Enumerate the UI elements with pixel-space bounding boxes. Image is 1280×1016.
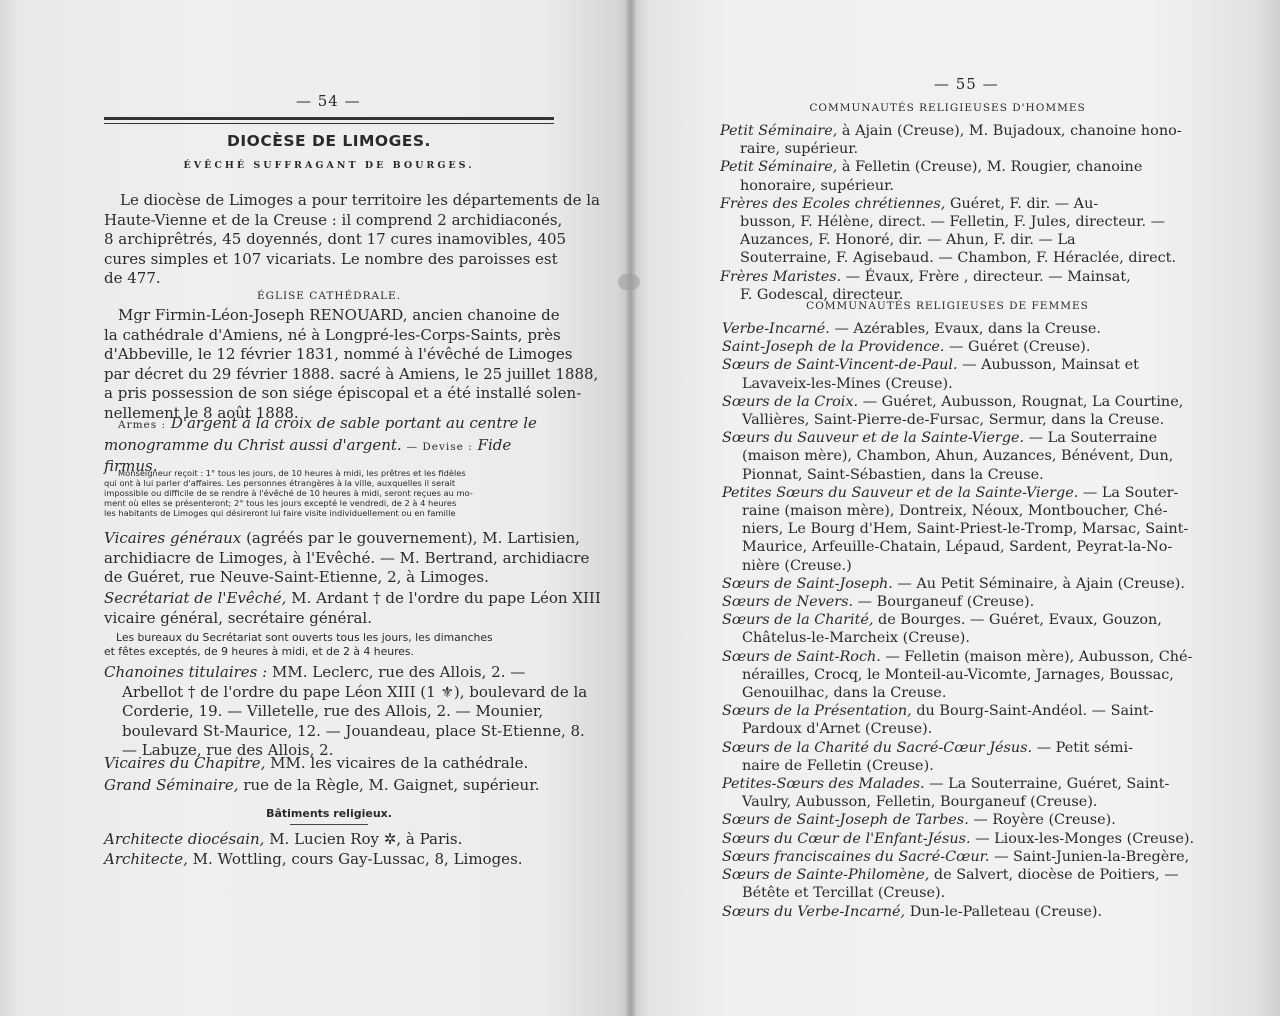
bishop-line: nellement le 8 août 1888. (104, 403, 299, 422)
femmes-heading: COMMUNAUTÉS RELIGIEUSES DE FEMMES (806, 300, 1089, 312)
community-first-line (722, 648, 1193, 666)
community-locations: — Saint-Junien-la-Bregère, (994, 848, 1190, 865)
intro-line: Haute-Vienne et de la Creuse : il comprend 2 archidiaconés, (104, 210, 563, 229)
community-continuation-line: busson, F. Hélène, direct. — Felletin, F. Jules, directeur. — (740, 214, 1165, 231)
community-locations: — Au Petit Séminaire, à Ajain (Creuse). (897, 575, 1185, 592)
community-entry (720, 195, 1176, 268)
community-entry (722, 739, 1184, 775)
community-entry (722, 429, 1184, 484)
community-first-line (722, 830, 1195, 848)
community-continuation-line: (maison mère), Chambon, Ahun, Auzances, Bénévent, Dun, (742, 448, 1174, 465)
community-first-line (720, 122, 1182, 140)
community-locations: — La Souter- (1082, 484, 1179, 501)
bishop-line: la cathédrale d'Amiens, né à Longpré-les-Corps-Saints, près (104, 325, 561, 344)
community-locations: — Lioux-les-Monges (Creuse). (975, 830, 1195, 847)
bishop-line: Mgr Firmin-Léon-Joseph RENOUARD, ancien chanoine de (118, 306, 560, 324)
community-name: Sœurs du Sauveur et de la Sainte-Vierge. (722, 430, 1025, 447)
community-first-line (720, 268, 1176, 286)
community-name: Sœurs du Verbe-Incarné, (722, 903, 906, 920)
note-line: ment où elles se présenteront; 2° tous les jours excepté le vendredi, de 2 à 4 heures (104, 498, 457, 508)
community-continuation-line: raire, supérieur. (740, 141, 859, 158)
community-locations: — La Souterraine (1028, 430, 1158, 447)
community-locations: du Bourg-Saint-Andéol. — Saint- (916, 703, 1154, 720)
community-first-line (720, 158, 1176, 176)
devise-text: Fide (477, 435, 512, 454)
bishop-line: a pris possession de son siége épiscopal et a été installé solen- (104, 384, 582, 403)
community-name: Sœurs franciscaines du Sacré-Cœur. (722, 848, 990, 865)
community-locations: Guéret, F. dir. — Au- (949, 195, 1099, 212)
bureaux-line: et fêtes exceptés, de 9 heures à midi, et de 2 à 4 heures. (104, 645, 414, 658)
community-name: Sœurs de Saint-Roch. (722, 648, 881, 665)
hommes-list (720, 122, 1182, 304)
chanoines-line: — Labuze, rue des Allois, 2. (122, 741, 334, 760)
vicaires-line: (agréés par le gouvernement), M. Lartisien, (246, 529, 580, 547)
bishop-line: d'Abbeville, le 12 février 1831, nommé à l'évêché de Limoges (104, 345, 573, 364)
community-first-line (722, 338, 1184, 356)
community-continuation-line: nérailles, Crocq, le Monteil-au-Vicomte, Jarnages, Boussac, (742, 666, 1174, 683)
note-line: les habitants de Limoges qui désireront lui faire visite individuellement ou en famille (104, 508, 456, 518)
community-locations: — Bourganeuf (Creuse). (857, 594, 1035, 611)
chanoines-paragraph (104, 663, 588, 761)
intro-paragraph (104, 191, 600, 289)
bureaux-note (104, 631, 556, 659)
community-first-line (722, 593, 1184, 611)
community-locations: — Aubusson, Mainsat et (962, 357, 1139, 374)
intro-line: 8 archiprêtrés, 45 doyennés, dont 17 cures inamovibles, 405 (104, 230, 567, 249)
community-continuation-line: F. Godescal, directeur. (740, 286, 904, 303)
community-entry (722, 775, 1184, 811)
community-name: Petites Sœurs du Sauveur et de la Sainte-Vierge. (722, 484, 1079, 501)
community-locations: — Petit sémi- (1036, 739, 1133, 756)
community-entry (722, 593, 1184, 611)
community-entry (722, 338, 1184, 356)
community-locations: — Royère (Creuse). (973, 812, 1116, 829)
note-line: Monseigneur reçoit : 1° tous les jours, de 10 heures à midi, les prêtres et les fidèles (118, 468, 466, 478)
community-locations: de Bourges. — Guéret, Evaux, Gouzon, (878, 612, 1162, 629)
community-locations: — Guéret, Aubusson, Rougnat, La Courtine, (862, 393, 1184, 410)
architecte-diocesain-text: M. Lucien Roy ✲, à Paris. (269, 830, 463, 848)
intro-line: cures simples et 107 vicariats. Le nombre des paroisses est (104, 249, 558, 268)
community-first-line (722, 429, 1184, 447)
community-entry (722, 903, 1184, 921)
community-entry (722, 356, 1184, 392)
chanoines-label: Chanoines titulaires : (104, 663, 268, 681)
community-continuation-line: nière (Creuse.) (742, 557, 852, 574)
vicaires-chapitre-text: MM. les vicaires de la cathédrale. (270, 754, 529, 772)
community-entry (722, 484, 1189, 575)
community-name: Sœurs de la Croix. (722, 393, 859, 410)
community-continuation-line: Auzances, F. Honoré, dir. — Ahun, F. dir. — La (740, 232, 1076, 249)
chanoines-line: boulevard St-Maurice, 12. — Jouandeau, place St-Etienne, 8. (122, 721, 585, 740)
community-continuation-line: Vaulry, Aubusson, Felletin, Bourganeuf (Creuse). (742, 794, 1098, 811)
bishop-paragraph (104, 306, 599, 424)
batiments-heading: Bâtiments religieux. (266, 807, 392, 820)
community-name: Sœurs de Saint-Joseph de Tarbes. (722, 812, 969, 829)
community-continuation-line: niers, Le Bourg d'Hem, Saint-Priest-le-Tromp, Marsac, Saint- (742, 521, 1189, 538)
vicaires-label: Vicaires généraux (104, 529, 242, 547)
armes-line: monogramme du Christ aussi d'argent. (104, 435, 402, 454)
community-name: Frères Maristes. (720, 268, 842, 285)
community-name: Petites-Sœurs des Malades. (722, 776, 925, 793)
community-first-line (722, 848, 1190, 866)
community-locations: Dun-le-Palleteau (Creuse). (909, 903, 1103, 920)
community-name: Sœurs du Cœur de l'Enfant-Jésus. (722, 830, 971, 847)
cathedral-heading: ÉGLISE CATHÉDRALE. (256, 290, 402, 302)
community-first-line (722, 320, 1184, 338)
diocese-subtitle: ÉVÊCHÉ SUFFRAGANT DE BOURGES. (183, 160, 475, 171)
chanoines-line: Corderie, 19. — Villetelle, rue des Allois, 2. — Mounier, (122, 702, 544, 721)
community-first-line (722, 575, 1184, 593)
community-name: Sœurs de Sainte-Philomène, (722, 867, 930, 884)
community-entry (722, 393, 1184, 429)
community-first-line (722, 811, 1184, 829)
hommes-heading: COMMUNAUTÉS RELIGIEUSES D'HOMMES (809, 102, 1086, 114)
community-name: Sœurs de Nevers. (722, 594, 854, 611)
community-locations: — La Souterraine, Guéret, Saint- (929, 776, 1170, 793)
community-locations: — Felletin (maison mère), Aubusson, Ché- (885, 648, 1193, 665)
community-name: Sœurs de la Charité du Sacré-Cœur Jésus. (722, 739, 1033, 756)
community-first-line (722, 775, 1184, 793)
note-line: qui ont à lui parler d'affaires. Les personnes étrangères à la ville, auxquelles il serait (104, 478, 456, 488)
vicaires-generaux-paragraph (104, 529, 590, 588)
community-entry (722, 811, 1184, 829)
community-locations: — Azérables, Evaux, dans la Creuse. (834, 321, 1101, 337)
armes-line: firmus. (104, 457, 158, 476)
community-entry (722, 702, 1184, 738)
vicaires-chapitre-label: Vicaires du Chapitre, (104, 754, 266, 772)
book-gutter (626, 0, 636, 1016)
community-first-line (722, 903, 1184, 921)
armes-label: Armes : (118, 419, 167, 431)
community-first-line (722, 702, 1184, 720)
community-continuation-line: Souterraine, F. Agisebaud. — Chambon, F. Héraclée, direct. (740, 250, 1177, 267)
community-continuation-line: naire de Felletin (Creuse). (742, 757, 934, 774)
community-entry (722, 320, 1184, 338)
community-first-line (722, 866, 1184, 884)
audience-note (104, 468, 556, 518)
community-continuation-line: honoraire, supérieur. (740, 177, 894, 194)
community-continuation-line: Châtelus-le-Marcheix (Creuse). (742, 630, 970, 647)
community-entry (720, 158, 1176, 194)
secretariat-line: vicaire général, secrétaire général. (104, 608, 372, 627)
secretariat-paragraph (104, 589, 601, 628)
community-entry (722, 575, 1184, 593)
intro-line: Le diocèse de Limoges a pour territoire les départements de la (120, 191, 600, 209)
page-number-left: — 54 — (296, 92, 361, 110)
community-name: Sœurs de la Charité, (722, 612, 874, 629)
community-locations: — Évaux, Frère , directeur. — Mainsat, (845, 268, 1131, 285)
binding-thread (618, 274, 640, 290)
grand-seminaire-paragraph (104, 776, 556, 796)
community-first-line (722, 393, 1184, 411)
header-rule-thick (104, 117, 554, 120)
community-entry (722, 611, 1184, 647)
community-name: Saint-Joseph de la Providence. (722, 339, 945, 356)
community-locations: à Ajain (Creuse), M. Bujadoux, chanoine hono- (841, 123, 1182, 139)
community-continuation-line: Vallières, Saint-Pierre-de-Fursac, Sermur, dans la Creuse. (742, 412, 1165, 429)
community-continuation-line: Genouilhac, dans la Creuse. (742, 685, 947, 702)
vicaires-line: de Guéret, rue Neuve-Saint-Etienne, 2, à Limoges. (104, 568, 489, 587)
community-name: Sœurs de Saint-Joseph. (722, 575, 893, 592)
vicaires-line: archidiacre de Limoges, à l'Evêché. — M. Bertrand, archidiacre (104, 548, 590, 567)
community-continuation-line: Pionnat, Saint-Sébastien, dans la Creuse. (742, 466, 1044, 483)
bishop-line: par décret du 29 février 1888. sacré à Amiens, le 25 juillet 1888, (104, 364, 599, 383)
architectes-paragraph (104, 830, 556, 869)
community-entry (720, 268, 1176, 304)
community-entry (722, 648, 1193, 703)
community-locations: de Salvert, diocèse de Poitiers, — (933, 867, 1179, 884)
grand-seminaire-text: rue de la Règle, M. Gaignet, supérieur. (243, 776, 540, 794)
community-continuation-line: Maurice, Arfeuille-Chatain, Lépaud, Sardent, Peyrat-la-No- (742, 539, 1173, 556)
chanoines-line: Arbellot † de l'ordre du pape Léon XIII (1 ⚜), boulevard de la (122, 682, 588, 701)
femmes-list (722, 320, 1195, 921)
community-continuation-line: Pardoux d'Arnet (Creuse). (742, 721, 933, 738)
community-entry (722, 830, 1195, 848)
architecte-label: Architecte, (104, 849, 188, 868)
community-continuation-line: raine (maison mère), Dontreix, Néoux, Montboucher, Ché- (742, 503, 1168, 520)
secretariat-line: M. Ardant † de l'ordre du pape Léon XIII (291, 589, 601, 607)
community-continuation-line: Bétête et Tercillat (Creuse). (742, 885, 946, 902)
community-name: Sœurs de Saint-Vincent-de-Paul. (722, 357, 958, 374)
page-number-right: — 55 — (934, 75, 999, 93)
vicaires-chapitre-paragraph (104, 754, 556, 774)
architecte-diocesain-label: Architecte diocésain, (104, 830, 265, 848)
community-continuation-line: Lavaveix-les-Mines (Creuse). (742, 375, 953, 392)
community-first-line (722, 739, 1184, 757)
intro-line: de 477. (104, 269, 161, 288)
batiments-underline (290, 824, 368, 825)
diocese-title: DIOCÈSE DE LIMOGES. (227, 132, 431, 150)
community-first-line (722, 611, 1184, 629)
left-page (0, 0, 636, 1016)
devise-label: — Devise : (406, 440, 473, 453)
community-entry (720, 122, 1182, 158)
community-first-line (720, 195, 1176, 213)
community-entry (722, 866, 1184, 902)
community-name: Sœurs de la Présentation, (722, 703, 912, 720)
header-rule-thin (104, 123, 554, 124)
community-first-line (722, 356, 1184, 374)
armes-line: D'argent à la croix de sable portant au centre le (170, 414, 537, 432)
grand-seminaire-label: Grand Séminaire, (104, 776, 239, 794)
community-first-line (722, 484, 1184, 502)
chanoines-line: MM. Leclerc, rue des Allois, 2. — (271, 663, 526, 681)
community-name: Petit Séminaire, (720, 123, 838, 139)
community-name: Petit Séminaire, (720, 159, 838, 176)
community-entry (722, 848, 1190, 866)
note-line: impossible ou difficile de se rendre à l'évêché de 10 heures à midi, seront reçues au mo- (104, 488, 473, 498)
community-locations: — Guéret (Creuse). (949, 339, 1091, 356)
bureaux-line: Les bureaux du Secrétariat sont ouverts tous les jours, les dimanches (116, 631, 493, 644)
community-name: Verbe-Incarné. (722, 321, 830, 337)
architecte-text: M. Wottling, cours Gay-Lussac, 8, Limoges. (192, 849, 523, 868)
community-name: Frères des Ecoles chrétiennes, (720, 195, 946, 212)
community-locations: à Felletin (Creuse), M. Rougier, chanoine (841, 159, 1143, 176)
secretariat-label: Secrétariat de l'Evêché, (104, 589, 287, 607)
